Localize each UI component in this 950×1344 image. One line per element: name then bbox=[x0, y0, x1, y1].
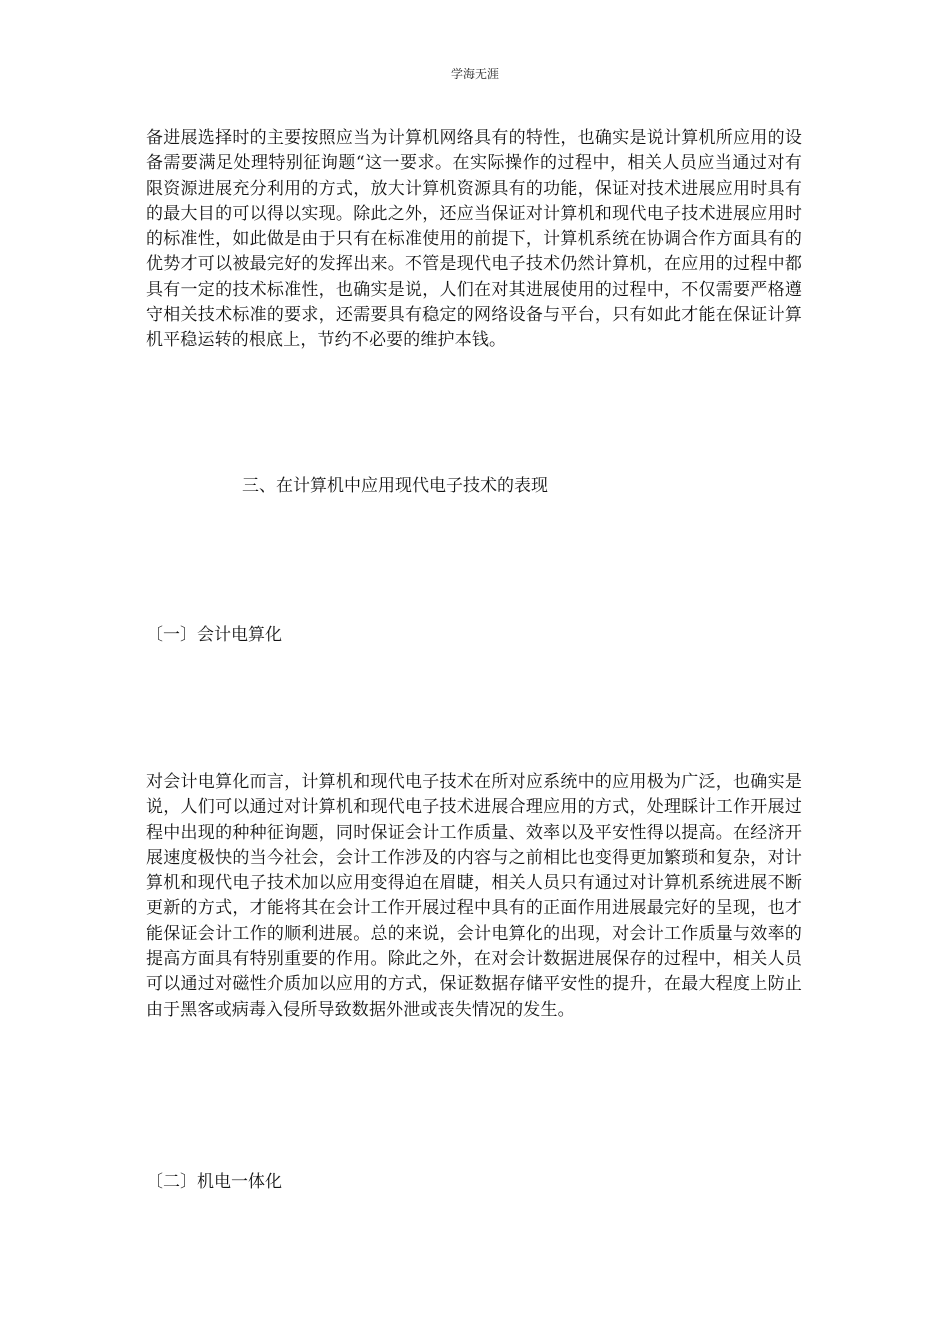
subsection-heading-accounting: 〔一〕会计电算化 bbox=[146, 625, 282, 645]
body-paragraph: 对会计电算化而言，计算机和现代电子技术在所对应系统中的应用极为广泛，也确实是说，人们可以通过对计算机和现代电子技术进展合理应用的方式，处理睬计工作开展过程中出现的种种征询题，同时保证会计工作质量、效率以及平安性得以提高。在经济开展速度极快的当今社会，会计工作涉及的内容与之前相比也变得更加繁琐和复杂，对计算机和现代电子技术加以应用变得迫在眉睫，相关人员只有通过对计算机系统进展不断更新的方式，才能将其在会计工作开展过程中具有的正面作用进展最完好的呈现，也才能保证会计工作的顺利进展。总的来说，会计电算化的出现，对会计工作质量与效率的提高方面具有特别重要的作用。除此之外，在对会计数据进展保存的过程中，相关人员可以通过对磁性介质加以应用的方式，保证数据存储平安性的提升，在最大程度上防止由于黑客或病毒入侵所导致数据外泄或丧失情况的发生。 bbox=[146, 772, 802, 1020]
section-heading: 三、在计算机中应用现代电子技术的表现 bbox=[242, 476, 548, 496]
body-paragraph: 备进展选择时的主要按照应当为计算机网络具有的特性，也确实是说计算机所应用的设备需要满足处理特别征询题“这一要求。在实际操作的过程中，相关人员应当通过对有限资源进展充分利用的方式，放大计算机资源具有的功能，保证对技术进展应用时具有的最大目的可以得以实现。除此之外，还应当保证对计算机和现代电子技术进展应用时的标准性，如此做是由于只有在标准使用的前提下，计算机系统在协调合作方面具有的优势才可以被最完好的发挥出来。不管是现代电子技术仍然计算机，在应用的过程中都具有一定的技术标准性，也确实是说，人们在对其进展使用的过程中，不仅需要严格遵守相关技术标准的要求，还需要具有稳定的网络设备与平台，只有如此才能在保证计算机平稳运转的根底上，节约不必要的维护本钱。 bbox=[146, 128, 802, 351]
page-header: 学海无涯 bbox=[450, 67, 499, 81]
subsection-heading-mechatronics: 〔二〕机电一体化 bbox=[146, 1172, 282, 1192]
